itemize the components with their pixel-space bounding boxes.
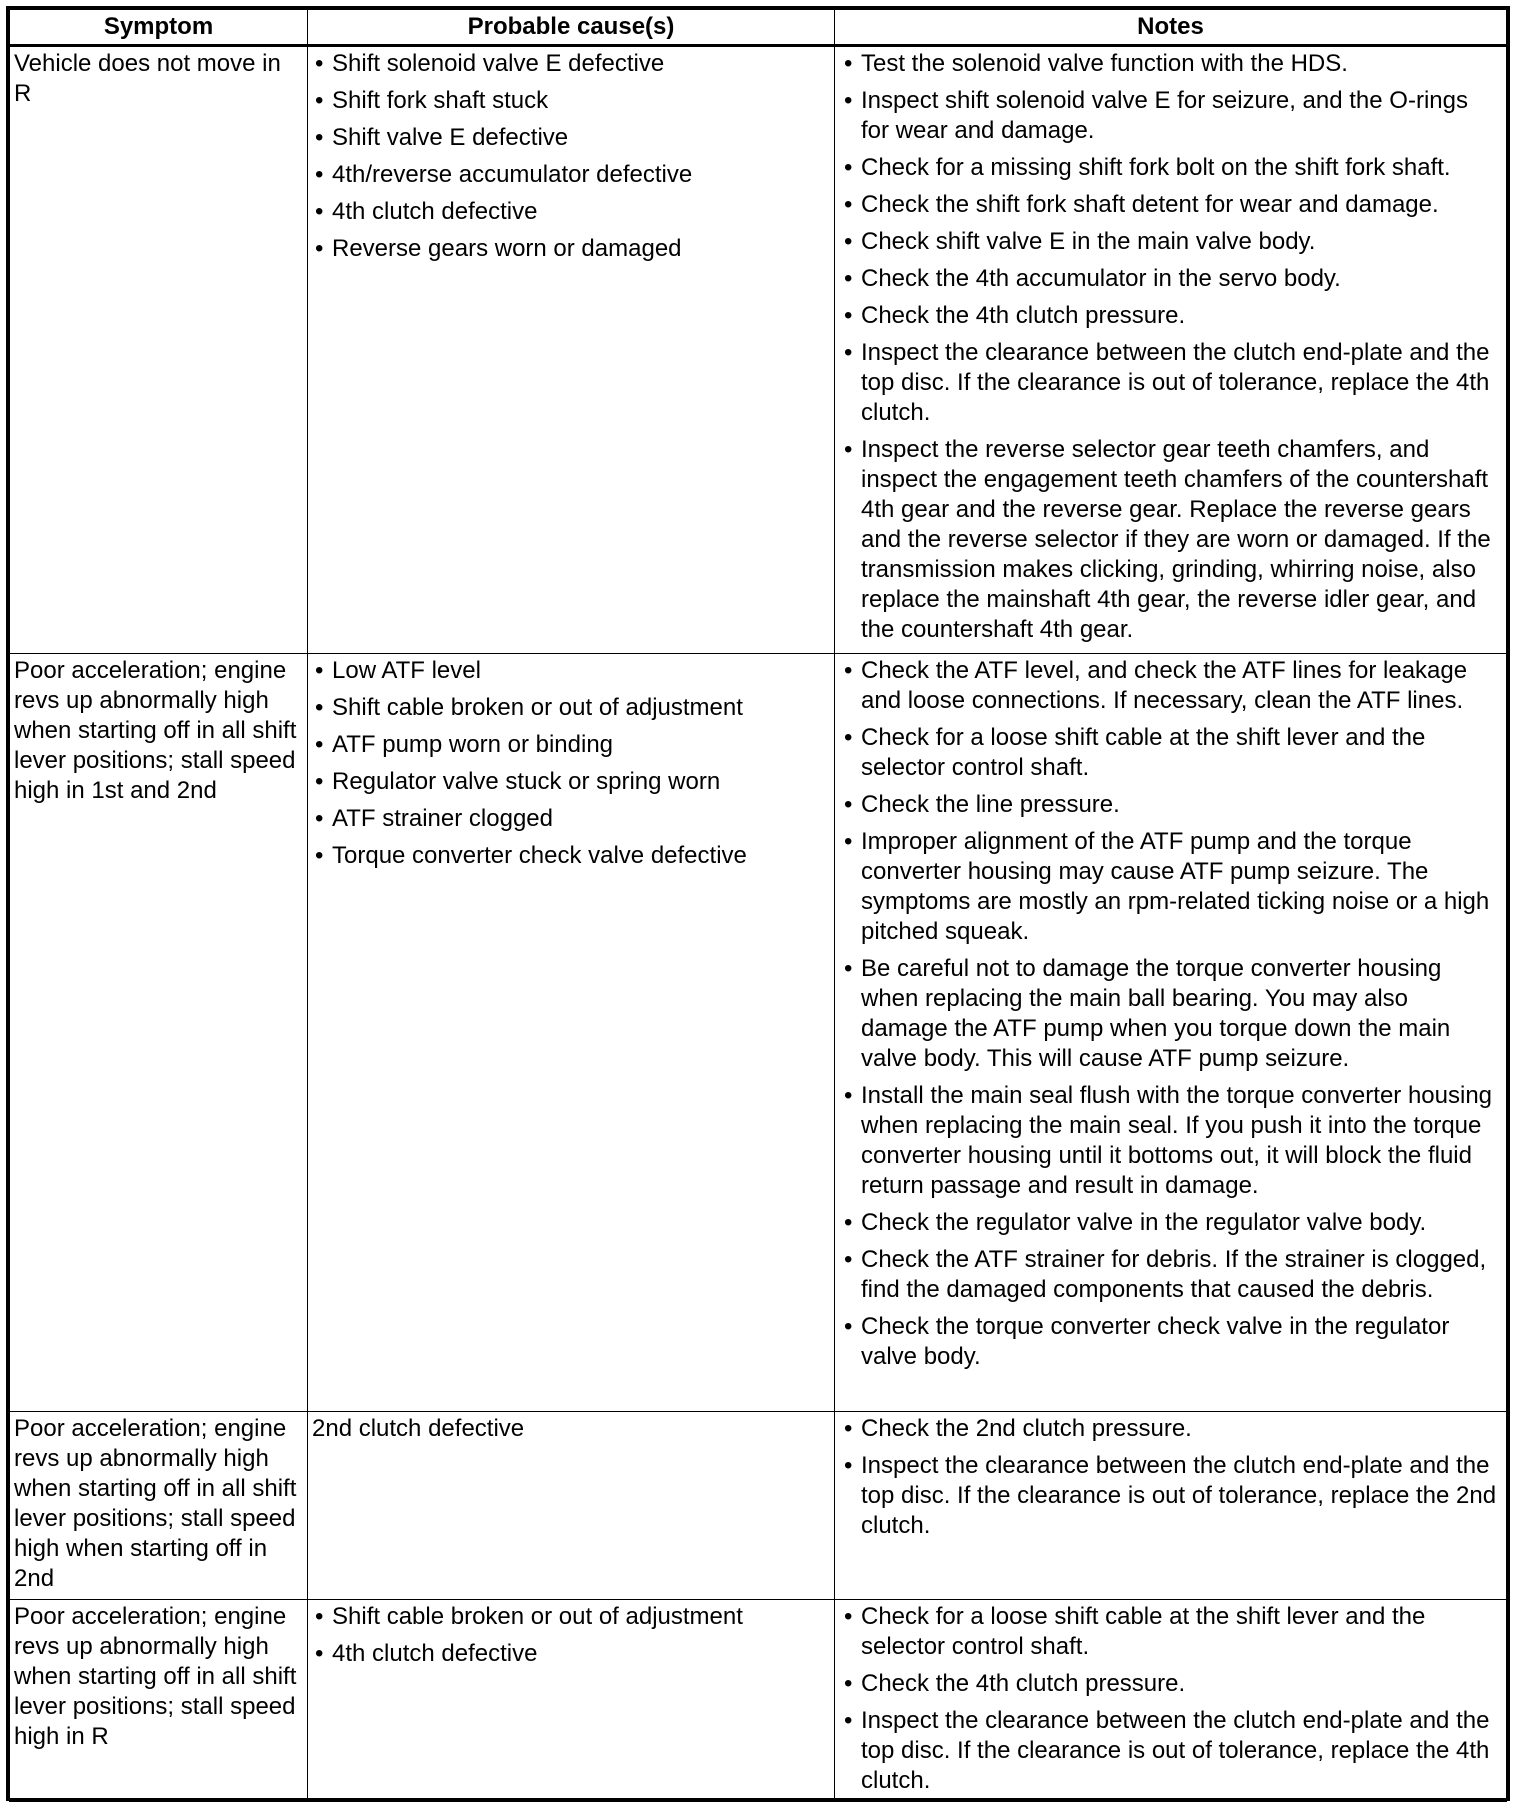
cause-item: • 4th/reverse accumulator defective [312,160,830,190]
table-row [10,46,1507,654]
note-item: • Check the 4th clutch pressure. [841,1669,1498,1699]
cause-item: • ATF pump worn or binding [312,730,830,760]
symptom-cell: Poor acceleration; engine revs up abnormally high when starting off in all shift lever positions; stall speed high in 1st and 2nd [10,654,308,1412]
notes-list [841,1602,1498,1796]
symptom-cell: Vehicle does not move in R [10,46,308,654]
note-item: • Check the torque converter check valve in the regulator valve body. [841,1312,1498,1372]
cause-item: • Shift valve E defective [312,123,830,153]
cause-item: • Shift cable broken or out of adjustment [312,693,830,723]
cause-item: • 4th clutch defective [312,1639,830,1669]
notes-cell [835,1412,1507,1600]
notes-list [841,49,1498,645]
note-item: • Check the regulator valve in the regulator valve body. [841,1208,1498,1238]
symptom-cell: Poor acceleration; engine revs up abnormally high when starting off in all shift lever positions; stall speed high when starting off in 2nd [10,1412,308,1600]
cause-cell [308,1412,835,1600]
note-item: • Check the 4th clutch pressure. [841,301,1498,331]
note-item: • Check for a missing shift fork bolt on the shift fork shaft. [841,153,1498,183]
cause-cell [308,654,835,1412]
header-probable-cause: Probable cause(s) [308,10,835,46]
note-item: • Check for a loose shift cable at the shift lever and the selector control shaft. [841,1602,1498,1662]
note-item: • Inspect shift solenoid valve E for seizure, and the O-rings for wear and damage. [841,86,1498,146]
cause-cell [308,1600,835,1802]
symptom-cell: Poor acceleration; engine revs up abnormally high when starting off in all shift lever positions; stall speed high in R [10,1600,308,1802]
notes-list [841,1414,1498,1541]
note-item: • Check shift valve E in the main valve body. [841,227,1498,257]
note-item: • Inspect the clearance between the clutch end-plate and the top disc. If the clearance is out of tolerance, replace the 4th clutch. [841,1706,1498,1796]
cause-item: • Shift solenoid valve E defective [312,49,830,79]
note-item: • Inspect the clearance between the clutch end-plate and the top disc. If the clearance is out of tolerance, replace the 4th clutch. [841,338,1498,428]
cause-item: • Reverse gears worn or damaged [312,234,830,264]
notes-cell [835,46,1507,654]
note-item: • Check the line pressure. [841,790,1498,820]
notes-list [841,656,1498,1372]
note-item: • Check the 4th accumulator in the servo body. [841,264,1498,294]
header-row [10,10,1507,46]
cause-text: 2nd clutch defective [312,1415,525,1442]
cause-item: • ATF strainer clogged [312,804,830,834]
cause-item: • Torque converter check valve defective [312,841,830,871]
cause-item: • Shift fork shaft stuck [312,86,830,116]
note-item: • Improper alignment of the ATF pump and the torque converter housing may cause ATF pump seizure. The symptoms are mostly an rpm-related ticking noise or a high pitched squeak. [841,827,1498,947]
cause-item: • Shift cable broken or out of adjustment [312,1602,830,1632]
note-item: • Check the shift fork shaft detent for wear and damage. [841,190,1498,220]
table-row [10,654,1507,1412]
note-item: • Inspect the reverse selector gear teeth chamfers, and inspect the engagement teeth chamfers of the countershaft 4th gear and the reverse gear. Replace the reverse gears and the reverse selector if they are worn or damaged. If the transmission makes clicking, grinding, whirring noise, also replace the mainshaft 4th gear, the reverse idler gear, and the countershaft 4th gear. [841,435,1498,645]
troubleshooting-table [9,9,1507,1802]
note-item: • Check the 2nd clutch pressure. [841,1414,1498,1444]
troubleshooting-table-frame [6,6,1510,1801]
cause-item: • Low ATF level [312,656,830,686]
cause-list [312,1602,830,1669]
notes-cell [835,654,1507,1412]
cause-cell [308,46,835,654]
cause-list [312,49,830,264]
table-row [10,1412,1507,1600]
note-item: • Check the ATF strainer for debris. If the strainer is clogged, find the damaged components that caused the debris. [841,1245,1498,1305]
cause-item: • 4th clutch defective [312,197,830,227]
notes-cell [835,1600,1507,1802]
note-item: • Check for a loose shift cable at the shift lever and the selector control shaft. [841,723,1498,783]
table-row [10,1600,1507,1802]
cause-list [312,656,830,871]
cause-item: • Regulator valve stuck or spring worn [312,767,830,797]
note-item: • Be careful not to damage the torque converter housing when replacing the main ball bearing. You may also damage the ATF pump when you torque down the main valve body. This will cause ATF pump seizure. [841,954,1498,1074]
note-item: • Check the ATF level, and check the ATF lines for leakage and loose connections. If necessary, clean the ATF lines. [841,656,1498,716]
note-item: • Test the solenoid valve function with the HDS. [841,49,1498,79]
header-notes: Notes [835,10,1507,46]
note-item: • Inspect the clearance between the clutch end-plate and the top disc. If the clearance is out of tolerance, replace the 2nd clutch. [841,1451,1498,1541]
note-item: • Install the main seal flush with the torque converter housing when replacing the main seal. If you push it into the torque converter housing until it bottoms out, it will block the fluid return passage and result in damage. [841,1081,1498,1201]
header-symptom: Symptom [10,10,308,46]
